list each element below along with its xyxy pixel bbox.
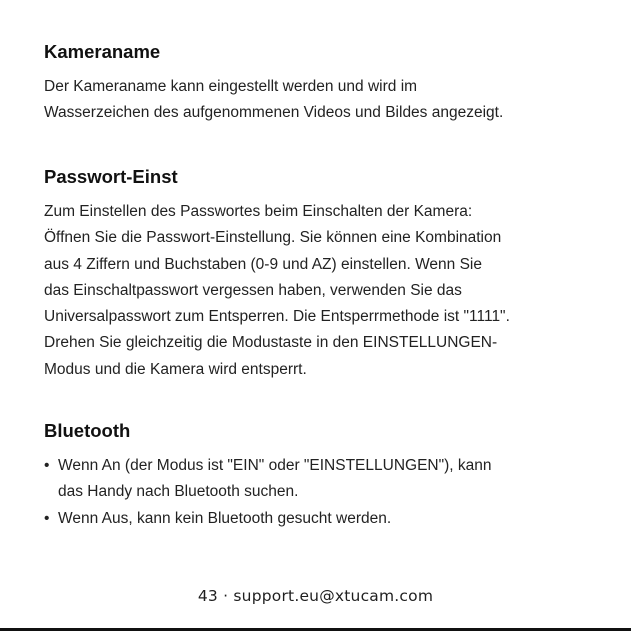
heading-bluetooth: Bluetooth	[44, 420, 131, 441]
text-line: Modus und die Kamera wird entsperrt.	[44, 360, 307, 378]
page-footer	[0, 585, 631, 607]
text-line: Öffnen Sie die Passwort-Einstellung. Sie können eine Kombination	[44, 229, 502, 247]
section-kameraname	[44, 41, 604, 127]
section-bluetooth	[44, 420, 604, 532]
text-line: das Handy nach Bluetooth suchen.	[58, 483, 299, 501]
text-line: Wenn Aus, kann kein Bluetooth gesucht werden.	[58, 509, 392, 527]
footer-separator: ·	[223, 587, 229, 605]
text-line: Wenn An (der Modus ist "EIN" oder "EINSTELLUNGEN"), kann	[58, 457, 492, 474]
paragraph-passwort	[44, 199, 604, 383]
heading-kameraname: Kameraname	[44, 41, 161, 62]
text-line: das Einschaltpasswort vergessen haben, verwenden Sie das	[44, 281, 462, 299]
text-line: Wasserzeichen des aufgenommenen Videos und Bildes angezeigt.	[44, 104, 504, 122]
bluetooth-bullet-list	[44, 453, 604, 532]
support-email: support.eu@xtucam.com	[233, 587, 434, 605]
text-line: Der Kameraname kann eingestellt werden und wird im	[44, 78, 418, 95]
text-line: Drehen Sie gleichzeitig die Modustaste in den EINSTELLUNGEN-	[44, 334, 498, 352]
text-line: Zum Einstellen des Passwortes beim Einschalten der Kamera:	[44, 203, 473, 220]
list-item	[44, 506, 604, 532]
section-passwort	[44, 166, 604, 383]
heading-passwort: Passwort-Einst	[44, 166, 178, 187]
text-line: aus 4 Ziffern und Buchstaben (0-9 und AZ) einstellen. Wenn Sie	[44, 255, 482, 273]
bullet-icon: •	[44, 457, 50, 474]
page-number: 43	[197, 587, 218, 605]
paragraph-kameraname	[44, 74, 604, 127]
bullet-icon: •	[44, 509, 50, 527]
list-item	[44, 453, 604, 506]
text-line: Universalpasswort zum Entsperren. Die Entsperrmethode ist "1111".	[44, 308, 510, 326]
